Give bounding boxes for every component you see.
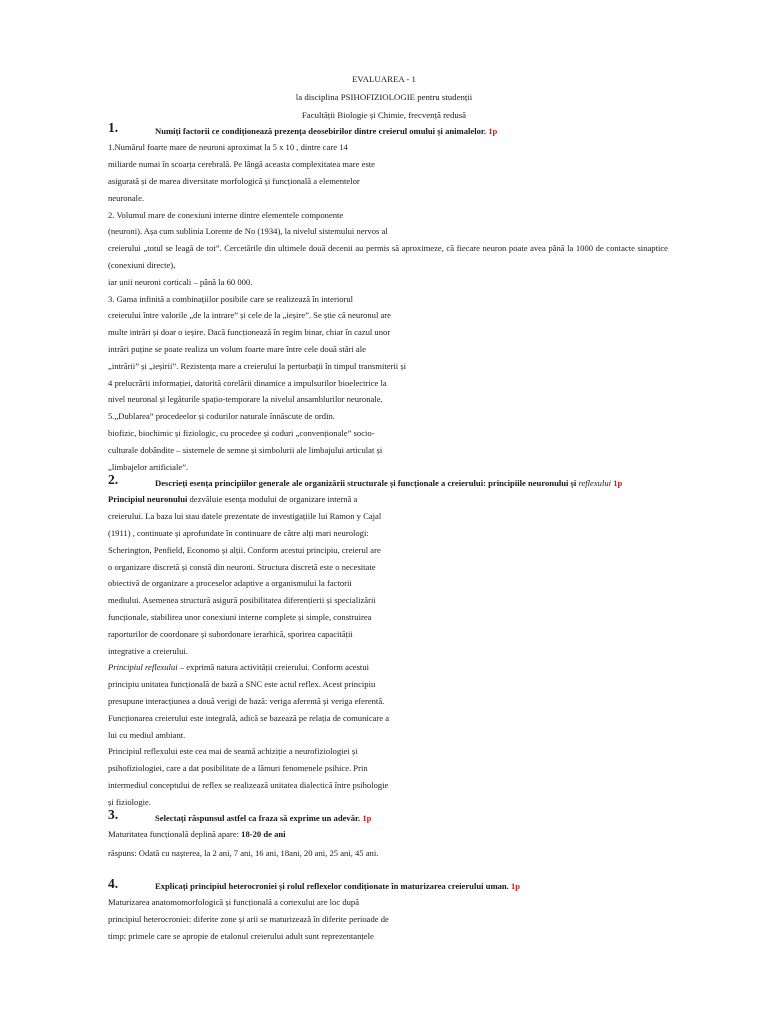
points-badge: 1p (362, 813, 372, 823)
answer-line (108, 494, 357, 505)
term-rest: – exprimă natura activității creierului. Conform acestui (177, 662, 370, 672)
question-number: 1. (108, 120, 119, 135)
answer-line: timp: primele care se apropie de etalonul creierului adult sunt reprezentanțele (108, 931, 374, 941)
answer-line: neuronale. (108, 193, 145, 203)
answer-line (108, 829, 286, 840)
answer-line: 1.Numărul foarte mare de neuroni aproximat la 5 x 10 , dintre care 14 (108, 142, 348, 152)
question-number: 4. (108, 876, 119, 891)
answer-line: raporturilor de coordonare și subordonare ierarhică, sporirea capacității (108, 629, 353, 639)
answer-line: obiectivă de organizare a proceselor adaptive a organismului la factorii (108, 578, 352, 588)
points-badge: 1p (511, 881, 521, 891)
answer-line: 3. Gama infinită a combinațiilor posibile care se realizează în interiorul (108, 294, 354, 304)
answer-line: iar unii neuroni corticali – până la 60 000. (108, 277, 253, 287)
question-label: Explicați principiul heterocroniei și rolul reflexelor condiționate în maturizarea creierului uman. (155, 881, 509, 891)
statement: Maturitatea funcțională deplină apare: (108, 829, 242, 839)
answer-line: 2. Volumul mare de conexiuni interne dintre elementele componente (108, 210, 344, 220)
answer-line: o organizare discretă și constă din neuroni. Structura discretă este o necesitate (108, 562, 376, 572)
answer-line: nivel neuronal și legăturile spațio-temporare la nivelul ansamblurilor neuronale. (108, 394, 383, 404)
answer-line: 5.„Dublarea” procedeelor și codurilor naturale înnăscute de ordin. (108, 411, 335, 421)
answer-line: lui cu mediul ambiant. (108, 730, 186, 740)
answer-line: creierului. La baza lui stau datele prezentate de investigațiile lui Ramon y Cajal (108, 511, 382, 521)
answer-line: psihofiziologiei, care a dat posibilitate de a lămuri fenomenele psihice. Prin (108, 763, 368, 773)
answer-line: Scherington, Penfield, Economo și alții. Conform acestui principiu, creierul are (108, 545, 381, 555)
question-label: Numiți factorii ce condiționează prezența deosebirilor dintre creierul omului și animalelor. (155, 126, 487, 136)
answer-line: creierului „totul se leagă de tot”. Cercetările din ultimele două decenii au permis să aproximeze, că fiecare neuron poate avea până la 1000 de contacte sinaptice (108, 243, 668, 253)
answer-line: (neuroni). Așa cum sublinia Lorente de No (1934), la nivelul sistemului nervos al (108, 226, 388, 236)
points-badge: 1p (488, 126, 498, 136)
answer-line: „intrării” și „ieșirii”. Rezistența mare a creierului la perturbații în timpul transmiterii și (108, 361, 407, 371)
answer-line: multe intrări și doar o ieșire. Dacă funcționează în regim binar, chiar în cazul unor (108, 327, 391, 337)
answer-line: Principiul reflexului este cea mai de seamă achiziție a neurofiziologiei și (108, 746, 358, 756)
answer-line: și fiziologie. (108, 797, 151, 807)
question-number: 2. (108, 472, 119, 487)
answer-line: 4 prelucrării informației, datorită corelării dinamice a impulsurilor bioelectrice la (108, 378, 387, 388)
answer-line (108, 662, 369, 673)
answer-line: creierului între valorile „de la intrare” și cele de la „ieșire”. Se știe că neuronul are (108, 310, 391, 320)
answer-line: principiul heterocroniei: diferite zone și arii se maturizează în diferite perioade de (108, 914, 389, 924)
answer-line: funcționale, stabilirea unor conexiuni interne complete și simple, construirea (108, 612, 372, 622)
answer-line: asigurată și de marea diversitate morfologică și funcțională a elementelor (108, 176, 360, 186)
answer-line: (conexiuni directe), (108, 260, 176, 270)
question-text (155, 813, 371, 824)
question-label-italic: reflexului (578, 478, 612, 488)
answer-line: (1911) , continuate și aprofundate în continuare de către alți mari neurologi: (108, 528, 369, 538)
answer-line: Funcționarea creierului este integrală, adică se bazează pe relația de comunicare a (108, 713, 390, 723)
answer-line: Maturizarea anatomomorfologică și funcțională a cortexului are loc după (108, 897, 360, 907)
document-title: EVALUAREA - 1 (352, 74, 416, 84)
term-rest: dezvăluie esența modului de organizare internă a (187, 494, 358, 504)
answer-line: culturale dobândite – sistemele de semne și simbolurii ale limbajului articulat și (108, 445, 383, 455)
answer-line: răspuns: Odată cu nașterea, la 2 ani, 7 ani, 16 ani, 18ani, 20 ani, 25 ani, 45 ani. (108, 848, 379, 858)
question-number: 3. (108, 807, 119, 822)
term: Principiul neuronului (108, 494, 188, 504)
points-badge: 1p (613, 478, 623, 488)
statement-answer: 18-20 de ani (241, 829, 286, 839)
question-text (155, 881, 520, 892)
answer-line: integrative a creierului. (108, 646, 188, 656)
subtitle-line: Facultății Biologie și Chimie, frecvență redusă (301, 110, 467, 120)
term: Principiul reflexului (108, 662, 178, 672)
question-label: Descrieți esența principiilor generale ale organizării structurale și funcționale a creierului: principiile neuronului și (155, 478, 579, 488)
answer-line: presupune interacțiunea a două verigi de bază: veriga aferentă și veriga eferentă. (108, 696, 385, 706)
subtitle-line: la disciplina PSIHOFIZIOLOGIE pentru studenții (295, 92, 473, 102)
answer-line: biofizic, biochimic și fiziologic, cu procedee și coduri „convenționale” socio- (108, 428, 375, 438)
question-label: Selectați răspunsul astfel ca fraza să exprime un adevăr. (155, 813, 361, 823)
answer-line: intrări puține se poate realiza un volum foarte mare între cele două stări ale (108, 344, 366, 354)
answer-line: „limbajelor artificiale”. (108, 462, 189, 472)
answer-line: principiu unitatea funcțională de bază a SNC este actul reflex. Acest principiu (108, 679, 376, 689)
answer-line: mediului. Asemenea structură asigură posibilitatea diferențierii și specializării (108, 595, 376, 605)
question-text (155, 478, 622, 489)
question-text (155, 126, 497, 137)
answer-line: intermediul conceptului de reflex se realizează unitatea dialectică între psihologie (108, 780, 389, 790)
answer-line: miliarde numai în scoarța cerebrală. Pe lângă aceasta complexitatea mare este (108, 159, 375, 169)
